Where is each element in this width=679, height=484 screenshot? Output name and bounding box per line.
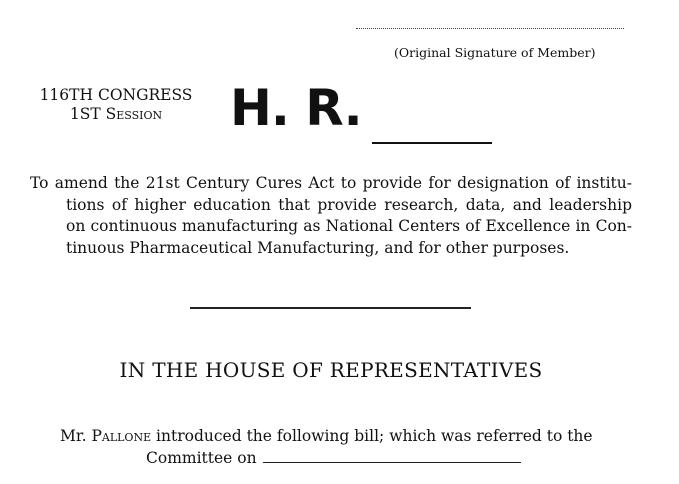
- congress-label: CONGRESS: [97, 86, 193, 104]
- signature-line: [356, 14, 624, 29]
- purpose-line-4: tinuous Pharmaceutical Manufacturing, and for other purposes.: [66, 238, 570, 257]
- bill-title: H. R.: [230, 79, 362, 137]
- section-divider: [190, 307, 471, 309]
- purpose-line-1: To amend the 21st Century Cures Act to provide for designation of institu-: [30, 174, 632, 192]
- bill-number-blank: [372, 142, 492, 144]
- chamber-heading: IN THE HOUSE OF REPRESENTATIVES: [119, 358, 543, 382]
- introduction-statement: [60, 426, 600, 469]
- bill-purpose: [30, 173, 632, 259]
- session-number: 1ST Session: [69, 105, 163, 123]
- committee-label: Committee on: [146, 448, 257, 467]
- signature-caption: (Original Signature of Member): [394, 45, 596, 60]
- introduction-text: introduced the following bill; which was referred to the: [156, 427, 593, 445]
- committee-blank: [263, 448, 521, 463]
- purpose-line-2: tions of higher education that provide research, data, and leadership: [66, 195, 632, 214]
- congress-number-suffix: TH: [69, 86, 94, 104]
- congress-session-block: [30, 86, 202, 124]
- session-label: Session: [105, 105, 163, 123]
- introduction-line-2: [60, 448, 600, 470]
- sponsor-name: Pallone: [91, 427, 152, 445]
- session-number-suffix: ST: [79, 105, 101, 123]
- sponsor-title: Mr.: [60, 427, 87, 445]
- purpose-line-3: on continuous manufacturing as National Centers of Excellence in Con-: [66, 217, 632, 235]
- congress-number: 116TH CONGRESS: [39, 86, 193, 104]
- introduction-line-1: [60, 426, 600, 448]
